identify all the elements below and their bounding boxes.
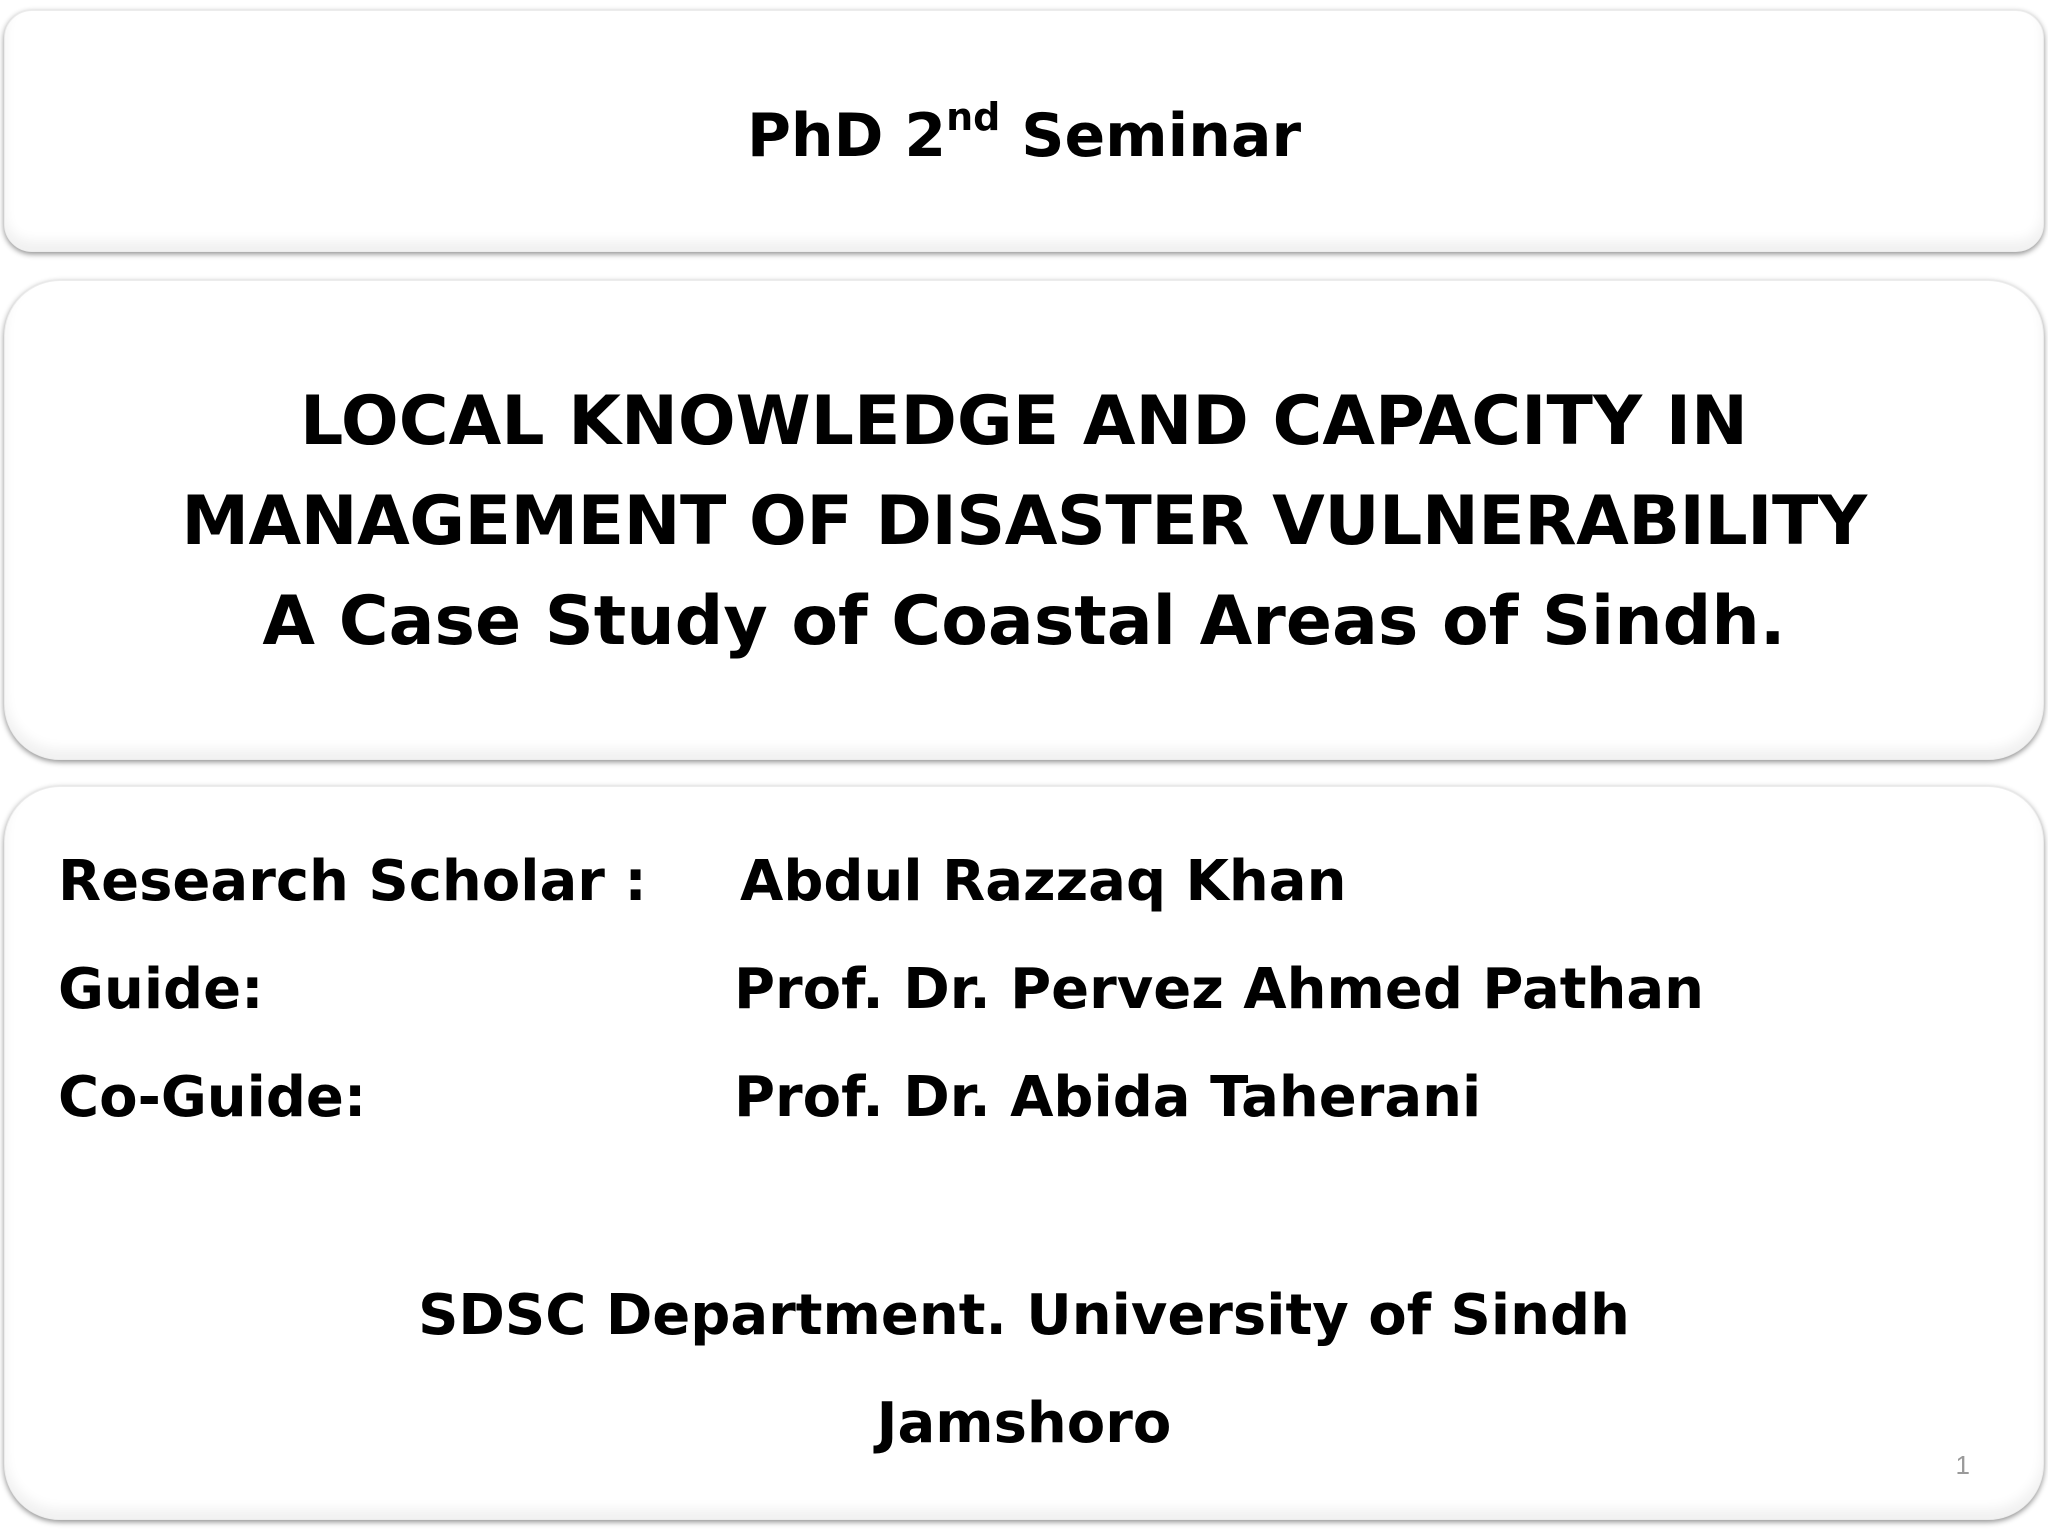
main-title-line-2: MANAGEMENT OF DISASTER VULNERABILITY bbox=[181, 482, 1867, 561]
guide-row bbox=[58, 942, 1958, 1038]
main-title-line-3: A Case Study of Coastal Areas of Sindh. bbox=[262, 582, 1786, 661]
location-line: Jamshoro bbox=[876, 1391, 1172, 1456]
co-guide-row bbox=[58, 1050, 1958, 1146]
guide-value: Prof. Dr. Pervez Ahmed Pathan bbox=[734, 957, 1705, 1022]
seminar-title bbox=[0, 88, 2048, 184]
research-scholar-label: Research Scholar : bbox=[58, 849, 647, 914]
main-title-line-1: LOCAL KNOWLEDGE AND CAPACITY IN bbox=[300, 382, 1748, 461]
guide-label: Guide: bbox=[58, 957, 264, 1022]
seminar-title-prefix: PhD 2 bbox=[746, 101, 947, 171]
research-scholar-value: Abdul Razzaq Khan bbox=[740, 849, 1347, 914]
research-scholar-row bbox=[58, 834, 1958, 930]
department-line: SDSC Department. University of Sindh bbox=[418, 1283, 1630, 1348]
co-guide-value: Prof. Dr. Abida Taherani bbox=[734, 1065, 1482, 1130]
co-guide-label: Co-Guide: bbox=[58, 1065, 367, 1130]
seminar-title-suffix: Seminar bbox=[1000, 101, 1302, 171]
seminar-title-superscript: nd bbox=[946, 95, 1001, 139]
slide-number: 1 bbox=[1955, 1450, 1970, 1480]
main-title bbox=[0, 372, 2048, 672]
